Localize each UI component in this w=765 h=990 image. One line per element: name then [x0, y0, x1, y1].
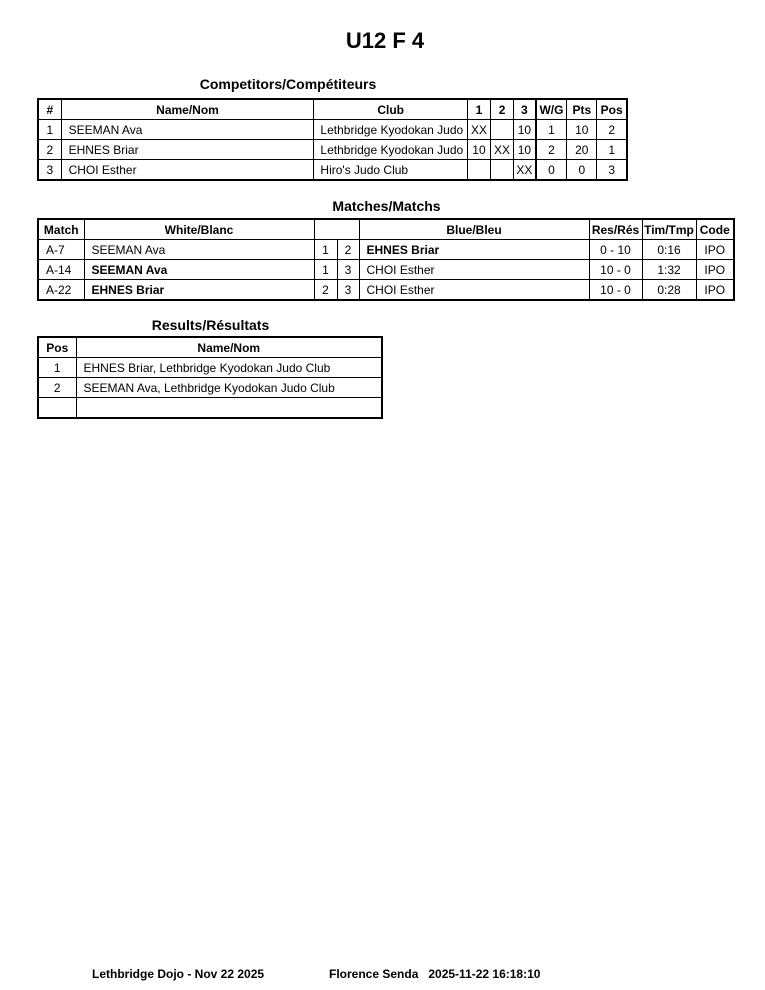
match-white: EHNES Briar — [84, 280, 314, 301]
results-header-row — [38, 337, 382, 358]
competitor-name: EHNES Briar — [61, 140, 314, 160]
competitors-heading: Competitors/Compétiteurs — [199, 76, 377, 92]
table-row — [38, 140, 627, 160]
match-id: A-14 — [38, 260, 84, 280]
match-id: A-22 — [38, 280, 84, 301]
competitor-num: 2 — [38, 140, 61, 160]
footer-left: Lethbridge Dojo - Nov 22 2025 — [92, 967, 265, 981]
table-row — [38, 398, 382, 419]
result-name: EHNES Briar, Lethbridge Kyodokan Judo Club — [76, 358, 382, 378]
table-row — [38, 160, 627, 181]
col-club-header: Club — [314, 99, 468, 120]
match-blue-num: 3 — [337, 280, 359, 301]
col-tim-header: Tim/Tmp — [642, 219, 696, 240]
match-code: IPO — [696, 240, 734, 260]
matches-header-row — [38, 219, 734, 240]
competitor-r2: XX — [491, 140, 514, 160]
match-white-num: 2 — [314, 280, 337, 301]
competitor-name: CHOI Esther — [61, 160, 314, 181]
table-row — [38, 260, 734, 280]
match-white: SEEMAN Ava — [84, 240, 314, 260]
col-num-spacer — [314, 219, 359, 240]
table-row — [38, 240, 734, 260]
competitor-num: 1 — [38, 120, 61, 140]
competitor-r1 — [467, 160, 490, 181]
match-tim: 0:16 — [642, 240, 696, 260]
col-name-header: Name/Nom — [76, 337, 382, 358]
competitor-club: Hiro's Judo Club — [314, 160, 468, 181]
competitor-pts: 0 — [567, 160, 597, 181]
result-pos: 1 — [38, 358, 76, 378]
competitor-r2 — [491, 160, 514, 181]
col-r1-header: 1 — [467, 99, 490, 120]
match-id: A-7 — [38, 240, 84, 260]
match-blue: CHOI Esther — [359, 280, 589, 301]
competitor-pts: 10 — [567, 120, 597, 140]
result-name: SEEMAN Ava, Lethbridge Kyodokan Judo Club — [76, 378, 382, 398]
col-wg-header: W/G — [536, 99, 567, 120]
match-res: 0 - 10 — [589, 240, 642, 260]
competitor-r1: 10 — [467, 140, 490, 160]
competitor-pos: 3 — [597, 160, 627, 181]
col-pts-header: Pts — [567, 99, 597, 120]
competitor-pts: 20 — [567, 140, 597, 160]
competitors-table — [37, 98, 628, 181]
col-r2-header: 2 — [491, 99, 514, 120]
match-blue: EHNES Briar — [359, 240, 589, 260]
match-white-num: 1 — [314, 260, 337, 280]
result-pos — [38, 398, 76, 419]
col-code-header: Code — [696, 219, 734, 240]
competitor-r2 — [491, 120, 514, 140]
match-white-num: 1 — [314, 240, 337, 260]
competitor-r1: XX — [467, 120, 490, 140]
match-blue-num: 2 — [337, 240, 359, 260]
competitor-num: 3 — [38, 160, 61, 181]
competitor-pos: 2 — [597, 120, 627, 140]
match-tim: 1:32 — [642, 260, 696, 280]
results-heading: Results/Résultats — [151, 317, 270, 333]
competitors-header-row — [38, 99, 627, 120]
competitor-r3: XX — [514, 160, 536, 181]
col-name-header: Name/Nom — [61, 99, 314, 120]
match-res: 10 - 0 — [589, 280, 642, 301]
col-res-header: Res/Rés — [589, 219, 642, 240]
col-white-header: White/Blanc — [84, 219, 314, 240]
match-blue: CHOI Esther — [359, 260, 589, 280]
table-row — [38, 378, 382, 398]
competitor-r3: 10 — [514, 140, 536, 160]
match-blue-num: 3 — [337, 260, 359, 280]
competitor-name: SEEMAN Ava — [61, 120, 314, 140]
competitor-pos: 1 — [597, 140, 627, 160]
matches-table — [37, 218, 735, 301]
matches-heading: Matches/Matchs — [332, 198, 441, 214]
page-title: U12 F 4 — [345, 28, 425, 53]
competitor-club: Lethbridge Kyodokan Judo — [314, 120, 468, 140]
competitor-r3: 10 — [514, 120, 536, 140]
col-r3-header: 3 — [514, 99, 536, 120]
result-name — [76, 398, 382, 419]
col-num-header: # — [38, 99, 61, 120]
table-row — [38, 358, 382, 378]
col-pos-header: Pos — [597, 99, 627, 120]
col-pos-header: Pos — [38, 337, 76, 358]
match-code: IPO — [696, 280, 734, 301]
footer-right: Florence Senda 2025-11-22 16:18:10 — [329, 967, 541, 981]
results-table — [37, 336, 383, 419]
competitor-wg: 1 — [536, 120, 567, 140]
competitor-wg: 0 — [536, 160, 567, 181]
match-res: 10 - 0 — [589, 260, 642, 280]
table-row — [38, 120, 627, 140]
table-row — [38, 280, 734, 301]
competitor-club: Lethbridge Kyodokan Judo — [314, 140, 468, 160]
col-match-header: Match — [38, 219, 84, 240]
result-pos: 2 — [38, 378, 76, 398]
match-tim: 0:28 — [642, 280, 696, 301]
competitor-wg: 2 — [536, 140, 567, 160]
col-blue-header: Blue/Bleu — [359, 219, 589, 240]
match-white: SEEMAN Ava — [84, 260, 314, 280]
match-code: IPO — [696, 260, 734, 280]
